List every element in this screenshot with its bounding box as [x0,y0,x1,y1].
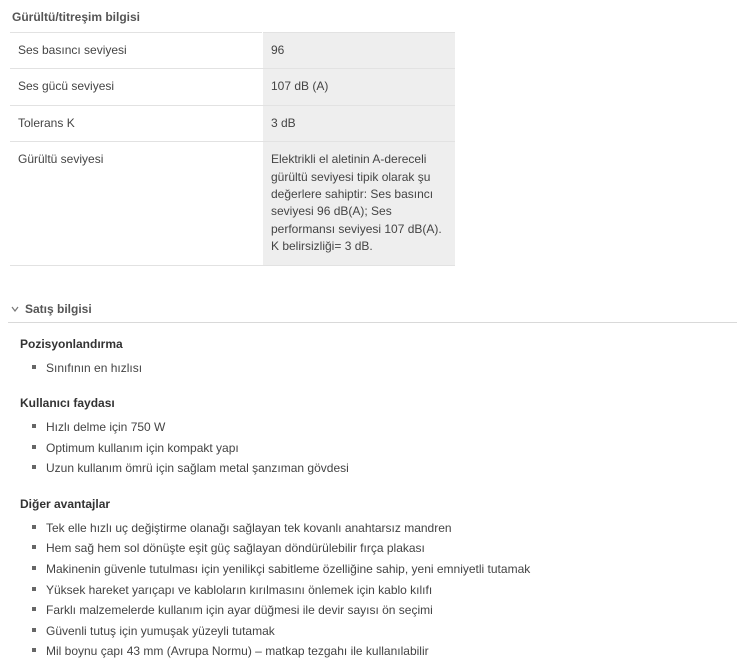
table-row [10,142,455,265]
spec-label: Tolerans K [10,105,263,141]
spec-label: Ses basıncı seviyesi [10,33,263,69]
spec-value: 96 [263,33,456,69]
spec-value: Elektrikli el aletinin A-dereceli gürültü seviyesi tipik olarak şu değerlere sahiptir: Ses basıncı seviyesi 96 dB(A); Ses performansı seviyesi 107 dB(A). K belirsizliği= 3 dB. [263,142,456,265]
list-item: Uzun kullanım ömrü için sağlam metal şanzıman gövdesi [32,458,737,479]
sales-group-positioning [18,337,737,379]
sales-info-title: Satış bilgisi [25,301,92,316]
table-row [10,33,455,69]
list-item: Mil boynu çapı 43 mm (Avrupa Normu) – matkap tezgahı ile kullanılabilir [32,641,737,662]
list-item: Optimum kullanım için kompakt yapı [32,438,737,459]
noise-vibration-section [0,0,745,266]
noise-vibration-table-body [10,33,455,266]
list-item: Hem sağ hem sol dönüşte eşit güç sağlayan döndürülebilir fırça plakası [32,538,737,559]
list-item: Güvenli tutuş için yumuşak yüzeyli tutamak [32,621,737,642]
group-title: Kullanıcı faydası [20,396,115,411]
chevron-down-icon[interactable] [10,304,20,314]
sales-info-header[interactable] [8,302,737,323]
noise-vibration-table [10,32,455,266]
table-row [10,69,455,105]
list-item: Farklı malzemelerde kullanım için ayar düğmesi ile devir sayısı ön seçimi [32,600,737,621]
sales-info-body [8,323,737,662]
noise-vibration-title: Gürültü/titreşim bilgisi [12,10,141,24]
group-title: Diğer avantajlar [20,496,111,511]
group-list [18,518,737,662]
spec-label: Ses gücü seviyesi [10,69,263,105]
sales-group-other-advantages [18,497,737,662]
group-list [18,358,737,379]
list-item: Yüksek hareket yarıçapı ve kabloların kırılmasını önlemek için kablo kılıfı [32,580,737,601]
list-item: Tek elle hızlı uç değiştirme olanağı sağlayan tek kovanlı anahtarsız mandren [32,518,737,539]
sales-group-user-benefits [18,396,737,479]
group-list [18,417,737,479]
list-item: Sınıfının en hızlısı [32,358,737,379]
spec-label: Gürültü seviyesi [10,142,263,265]
list-item: Hızlı delme için 750 W [32,417,737,438]
spec-value: 3 dB [263,105,456,141]
spec-value: 107 dB (A) [263,69,456,105]
list-item: Makinenin güvenle tutulması için yenilikçi sabitleme özelliğine sahip, yeni emniyetli tutamak [32,559,737,580]
table-row [10,105,455,141]
group-title: Pozisyonlandırma [20,336,123,351]
sales-info-section [0,302,745,662]
